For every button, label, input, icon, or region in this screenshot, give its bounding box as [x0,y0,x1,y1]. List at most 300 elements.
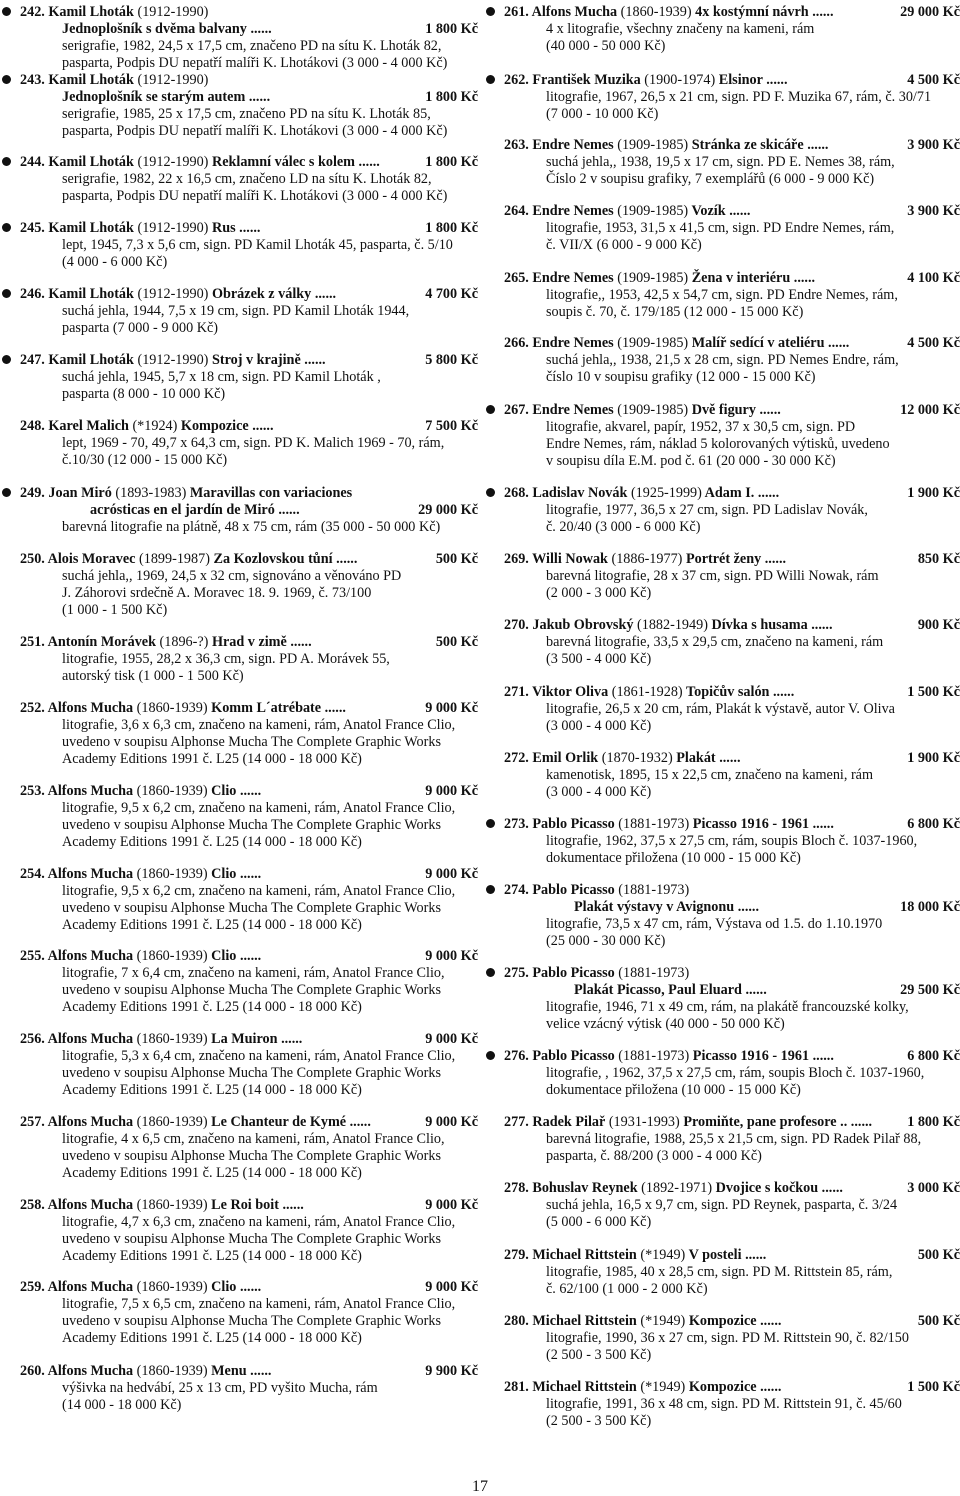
page-number: 17 [472,1478,488,1495]
entry-text [62,651,390,668]
entry-label: barevná litografie, 33,5 x 29,5 cm, značeno na kameni, rám [546,634,884,650]
entry-label: litografie, 4,7 x 6,3 cm, značeno na kameni, rám, Anatol France Clio, [62,1214,456,1230]
entry-text [546,1148,762,1165]
entry-label: lept, 1969 - 70, 49,7 x 64,3 cm, sign. PD K. Malich 1969 - 70, rám, [62,435,445,451]
price: 1 900 Kč [907,485,960,501]
entry-text [20,220,260,237]
entry-label: litografie, 1962, 37,5 x 27,5 cm, rám, soupis Bloch č. 1037-1960, [546,833,918,849]
entry-text [546,38,665,55]
leader-dots: ...... [808,4,834,20]
entry-label: litografie, , 1962, 37,5 x 27,5 cm, rám, soupis Bloch č. 1037-1960, [546,1065,925,1081]
entry-label: velice vzácný výtisk (40 000 - 50 000 Kč) [546,1016,785,1032]
entry-text [546,502,868,519]
entry-text [20,72,208,89]
price: 9 000 Kč [425,700,478,716]
entry-text [62,734,441,751]
bullet-dot-icon [2,355,11,364]
entry-text [546,453,836,470]
entry-text [62,1148,441,1165]
entry-text [504,402,781,419]
bullet-dot-icon [2,289,11,298]
price: 5 800 Kč [425,352,478,368]
artist-dates: (1886-1977) [611,551,683,567]
artist-dates: (1882-1949) [637,617,708,633]
entry-label: barevná litografie, 28 x 37 cm, sign. PD Willi Nowak, rám [546,568,879,584]
artwork-title: Clio [211,1279,237,1295]
entry-label: pasparta, č. 88/200 (3 000 - 4 000 Kč) [546,1148,762,1164]
entry-text [62,519,440,536]
bullet-dot-icon [2,157,11,166]
entry-text [504,816,834,833]
entry-label: litografie, 1990, 36 x 27 cm, sign. PD M. Rittstein 90, č. 82/150 [546,1330,909,1346]
entry-label: pasparta (8 000 - 10 000 Kč) [62,386,226,402]
leader-dots: ...... [803,137,829,153]
entry-label: uvedeno v soupisu Alphonse Mucha The Complete Graphic Works [62,1065,441,1081]
entry-text [504,137,828,154]
artist-dates: (1931-1993) [608,1114,680,1130]
leader-dots: ...... [236,783,262,799]
entry-text [62,1231,441,1248]
entry-text [62,106,431,123]
entry-text [546,369,816,386]
entry-text [504,1379,781,1396]
entry-label: autorský tisk (1 000 - 1 500 Kč) [62,668,244,684]
entry-text [546,933,665,950]
entry-text [62,1313,441,1330]
entry-label: (3 500 - 4 000 Kč) [546,651,652,667]
entry-text [62,452,227,469]
entry-text [62,171,432,188]
entry-label: 248. Karel Malich [20,418,129,434]
entry-text [62,386,225,403]
entry-label: litografie, 9,5 x 6,2 cm, značeno na kameni, rám, Anatol France Clio, [62,800,456,816]
entry-text [504,750,740,767]
entry-text [20,352,326,369]
artwork-title: Dívka s husama [711,617,808,633]
entry-text [62,982,441,999]
price: 500 Kč [917,1247,960,1263]
leader-dots: ...... [246,21,272,37]
entry-label: 271. Viktor Oliva [504,684,609,700]
entry-text [504,882,689,899]
entry-text [20,948,261,965]
artist-dates: (1881-1973) [618,965,690,981]
artist-dates: (1912-1990) [137,4,209,20]
entry-label: dokumentace přiložena (10 000 - 15 000 Kč) [546,850,801,866]
entry-text [546,1197,897,1214]
price: 500 Kč [435,551,478,567]
entry-text [546,999,909,1016]
entry-label: 275. Pablo Picasso [504,965,615,981]
leader-dots: ...... [236,948,262,964]
entry-label: litografie, 1991, 36 x 48 cm, sign. PD M. Rittstein 91, č. 45/60 [546,1396,902,1412]
artist-dates: (1912-1990) [137,220,209,236]
artist-dates: (1909-1985) [617,402,689,418]
artist-dates: (1881-1973) [618,882,690,898]
entry-label: litografie, 1946, 71 x 49 cm, rám, na plakátě francouzské kolky, [546,999,909,1015]
entry-text [62,585,371,602]
entry-text [20,4,208,21]
entry-text [504,551,786,568]
entry-text [504,485,779,502]
entry-label: Plakát Picasso, Paul Eluard [574,982,742,998]
entry-text [546,519,700,536]
entry-text [62,1165,362,1182]
entry-label: suchá jehla, 1945, 5,7 x 18 cm, sign. PD Kamil Lhoták , [62,369,381,385]
artist-dates: (1881-1973) [618,816,690,832]
entry-text [62,254,167,271]
entry-text [546,767,873,784]
artwork-title: Kompozice [688,1379,757,1395]
entry-label: suchá jehla,, 1969, 24,5 x 32 cm, signováno a věnováno PD [62,568,402,584]
entry-text [62,1131,445,1148]
entry-text [546,1347,651,1364]
entry-text [546,287,898,304]
leader-dots: ...... [332,551,358,567]
price: 4 100 Kč [907,270,960,286]
entry-label: litografie, akvarel, papír, 1952, 37 x 30,5 cm, sign. PD [546,419,856,435]
price: 9 900 Kč [425,1363,478,1379]
entry-text [62,917,362,934]
entry-text [546,850,801,867]
artist-dates: (1896-?) [159,634,209,650]
entry-label: Číslo 2 v soupisu grafiky, 7 exemplářů (6 000 - 9 000 Kč) [546,171,875,187]
artist-dates: (1860-1939) [136,1114,208,1130]
price: 1 500 Kč [907,684,960,700]
entry-label: 273. Pablo Picasso [504,816,615,832]
entry-text [62,568,401,585]
leader-dots: ...... [235,220,261,236]
bullet-dot-icon [486,75,495,84]
leader-dots: ...... [818,1180,843,1196]
entry-text [62,999,362,1016]
artist-dates: (1870-1932) [601,750,673,766]
artwork-title: Dvě figury [691,402,756,418]
price: 6 800 Kč [907,1048,960,1064]
entry-label: 278. Bohuslav Reynek [504,1180,638,1196]
bullet-dot-icon [486,7,495,16]
artwork-title: 4x kostýmní návrh [695,4,809,20]
entry-label: pasparta, Podpis DU nepatří malíři K. Lhotákovi (3 000 - 4 000 Kč) [62,55,448,71]
entry-label: uvedeno v soupisu Alphonse Mucha The Complete Graphic Works [62,1231,441,1247]
entry-text [62,21,272,38]
entry-text [546,1264,892,1281]
entry-label: Academy Editions 1991 č. L25 (14 000 - 18 000 Kč) [62,1330,362,1346]
price: 3 900 Kč [907,203,960,219]
entry-label: 255. Alfons Mucha [20,948,134,964]
entry-text [546,1281,708,1298]
price: 29 000 Kč [900,4,960,20]
entry-label: (7 000 - 10 000 Kč) [546,106,659,122]
price: 12 000 Kč [900,402,960,418]
entry-label: soupis č. 70, č. 179/185 (12 000 - 15 000 Kč) [546,304,804,320]
artist-dates: (1860-1939) [136,948,208,964]
entry-text [62,1380,378,1397]
price: 900 Kč [917,617,960,633]
entry-text [62,303,409,320]
price: 9 000 Kč [425,866,478,882]
entry-label: Academy Editions 1991 č. L25 (14 000 - 18 000 Kč) [62,917,362,933]
entry-label: litografie, 1985, 40 x 28,5 cm, sign. PD M. Rittstein 85, rám, [546,1264,893,1280]
bullet-dot-icon [2,223,11,232]
entry-text [546,352,899,369]
artwork-title: V posteli [688,1247,742,1263]
price: 3 900 Kč [907,137,960,153]
leader-dots: ...... [725,203,751,219]
leader-dots: ...... [756,1379,782,1395]
entry-label: (4 000 - 6 000 Kč) [62,254,168,270]
entry-text [546,106,658,123]
artwork-title: Reklamní válec s kolem [211,154,355,170]
entry-label: litografie, 1955, 28,2 x 36,3 cm, sign. PD A. Morávek 55, [62,651,390,667]
artwork-title: Menu [211,1363,247,1379]
entry-label: pasparta, Podpis DU nepatří malíři K. Lhotákovi (3 000 - 4 000 Kč) [62,188,448,204]
entry-text [62,834,362,851]
artist-dates: (1860-1939) [136,700,208,716]
entry-label: (5 000 - 6 000 Kč) [546,1214,652,1230]
artist-dates: (1912-1990) [137,352,209,368]
price: 1 800 Kč [425,21,478,37]
entry-label: v soupisu díla E.M. pod č. 61 (20 000 - 30 000 Kč) [546,453,836,469]
artwork-title: Žena v interiéru [691,270,791,286]
entry-label: barevná litografie, 1988, 25,5 x 21,5 cm, sign. PD Radek Pilař 88, [546,1131,922,1147]
price: 18 000 Kč [900,899,960,915]
entry-text [546,651,651,668]
entry-text [546,419,855,436]
entry-text [504,617,833,634]
leader-dots: ...... [246,1363,272,1379]
entry-label: suchá jehla, 16,5 x 9,7 cm, sign. PD Reynek, pasparta, č. 3/24 [546,1197,898,1213]
entry-label: litografie, 1967, 26,5 x 21 cm, sign. PD F. Muzika 67, rám, č. 30/71 [546,89,932,105]
price: 7 500 Kč [425,418,478,434]
price: 1 800 Kč [907,1114,960,1130]
entry-text [546,1065,924,1082]
entry-text [546,833,917,850]
entry-text [62,55,447,72]
entry-text [504,1180,843,1197]
artwork-title: Malíř sedící v ateliéru [691,335,825,351]
entry-label: serigrafie, 1985, 25 x 17,5 cm, značeno PD na sítu K. Lhoták 85, [62,106,431,122]
entry-text [20,866,261,883]
entry-text [546,701,895,718]
price: 3 000 Kč [907,1180,960,1196]
entry-text [20,418,274,435]
price: 1 800 Kč [425,154,478,170]
artist-dates: (1893-1983) [115,485,187,501]
entry-label: litografie, 9,5 x 6,2 cm, značeno na kameni, rám, Anatol France Clio, [62,883,456,899]
entry-label: (2 500 - 3 500 Kč) [546,1347,652,1363]
entry-text [62,800,455,817]
entry-text [20,154,380,171]
leader-dots: ...... [809,1048,834,1064]
entry-label: 263. Endre Nemes [504,137,614,153]
entry-label: 272. Emil Orlik [504,750,599,766]
entry-text [62,717,455,734]
leader-dots: ...... [847,1114,873,1130]
entry-label: uvedeno v soupisu Alphonse Mucha The Complete Graphic Works [62,1313,441,1329]
entry-label: serigrafie, 1982, 22 x 16,5 cm, značeno LD na sítu K. Lhoták 82, [62,171,432,187]
entry-label: serigrafie, 1982, 24,5 x 17,5 cm, značeno PD na sítu K. Lhoták 82, [62,38,442,54]
entry-text [546,568,879,585]
leader-dots: ...... [321,700,346,716]
entry-label: č. 20/40 (3 000 - 6 000 Kč) [546,519,701,535]
entry-text [546,718,651,735]
artist-dates: (1860-1939) [136,1031,208,1047]
entry-label: litografie, 73,5 x 47 cm, rám, Výstava od 1.5. do 1.10.1970 [546,916,883,932]
entry-label: 268. Ladislav Novák [504,485,628,501]
entry-text [62,1082,362,1099]
artist-dates: (1892-1971) [641,1180,713,1196]
artist-dates: (1860-1939) [136,1363,208,1379]
artist-dates: (1881-1973) [618,1048,690,1064]
entry-text [504,72,788,89]
leader-dots: ...... [807,617,833,633]
leader-dots: ...... [761,551,787,567]
artist-dates: (1912-1990) [137,286,209,302]
price: 9 000 Kč [425,1114,478,1130]
entry-label: Jednoplošník se starým autem [62,89,246,105]
price: 29 500 Kč [900,982,960,998]
entry-label: barevná litografie na plátně, 48 x 75 cm, rám (35 000 - 50 000 Kč) [62,519,441,535]
artist-dates: (1909-1985) [617,203,689,219]
artwork-title: Stránka ze skicáře [691,137,804,153]
entry-label: acrósticas en el jardín de Miró [90,502,275,518]
entry-label: 266. Endre Nemes [504,335,614,351]
entry-label: č. 62/100 (1 000 - 2 000 Kč) [546,1281,708,1297]
entry-text [504,4,834,21]
leader-dots: ...... [769,684,795,700]
entry-label: 257. Alfons Mucha [20,1114,134,1130]
entry-text [546,1016,785,1033]
price: 9 000 Kč [425,1031,478,1047]
entry-text [62,237,453,254]
entry-label: 254. Alfons Mucha [20,866,134,882]
entry-text [62,602,167,619]
leader-dots: ...... [756,1313,782,1329]
bullet-dot-icon [486,968,495,977]
entry-label: uvedeno v soupisu Alphonse Mucha The Complete Graphic Works [62,982,441,998]
entry-label: Academy Editions 1991 č. L25 (14 000 - 18 000 Kč) [62,999,362,1015]
entry-label: 264. Endre Nemes [504,203,614,219]
entry-label: lept, 1945, 7,3 x 5,6 cm, sign. PD Kamil Lhoták 45, pasparta, č. 5/10 [62,237,453,253]
entry-text [20,1279,261,1296]
price: 1 500 Kč [907,1379,960,1395]
artwork-title: Le Roi boit [211,1197,279,1213]
entry-label: pasparta, Podpis DU nepatří malíři K. Lhotákovi (3 000 - 4 000 Kč) [62,123,448,139]
price: 29 000 Kč [418,502,478,518]
entry-label: pasparta (7 000 - 9 000 Kč) [62,320,219,336]
leader-dots: ...... [274,502,300,518]
entry-label: litografie, 1977, 36,5 x 27 cm, sign. PD Ladislav Novák, [546,502,868,518]
artist-dates: (1909-1985) [617,137,689,153]
entry-label: dokumentace přiložena (10 000 - 15 000 Kč) [546,1082,801,1098]
entry-text [62,668,244,685]
entry-label: Academy Editions 1991 č. L25 (14 000 - 18 000 Kč) [62,1248,362,1264]
entry-label: 261. Alfons Mucha [504,4,618,20]
entry-label: litografie, 26,5 x 20 cm, rám, Plakát k výstavě, autor V. Oliva [546,701,895,717]
entry-label: 4 x litografie, všechny značeny na kameni, rám [546,21,815,37]
entry-text [90,502,300,519]
entry-text [20,1114,371,1131]
entry-label: Academy Editions 1991 č. L25 (14 000 - 18 000 Kč) [62,1082,362,1098]
entry-text [62,320,218,337]
artist-dates: (1860-1939) [136,1197,208,1213]
entry-label: výšivka na hedvábí, 25 x 13 cm, PD vyšito Mucha, rám [62,1380,378,1396]
entry-text [546,1131,921,1148]
entry-label: suchá jehla,, 1938, 21,5 x 28 cm, sign. PD Nemes Endre, rám, [546,352,899,368]
entry-label: Jednoplošník s dvěma balvany [62,21,247,37]
entry-text [546,304,803,321]
entry-label: 274. Pablo Picasso [504,882,615,898]
entry-text [574,982,767,999]
leader-dots: ...... [245,89,271,105]
entry-text [62,1214,455,1231]
artwork-title: Za Kozlovskou tůní [213,551,333,567]
artist-dates: (1925-1999) [630,485,702,501]
artwork-title: Obrázek z války [211,286,312,302]
bullet-dot-icon [486,405,495,414]
artwork-title: Clio [211,783,237,799]
entry-text [20,700,346,717]
price: 1 800 Kč [425,89,478,105]
artist-dates: (*1949) [640,1247,686,1263]
bullet-dot-icon [486,488,495,497]
entry-text [546,1330,909,1347]
artwork-title: Plakát [676,750,716,766]
artwork-title: Topičův salón [685,684,770,700]
artwork-title: Clio [211,866,237,882]
bullet-dot-icon [486,819,495,828]
leader-dots: ...... [236,1279,262,1295]
leader-dots: ...... [236,866,262,882]
artwork-title: La Muiron [211,1031,278,1047]
entry-label: 259. Alfons Mucha [20,1279,134,1295]
entry-label: litografie, 7 x 6,4 cm, značeno na kameni, rám, Anatol France Clio, [62,965,445,981]
artwork-title: Rus [211,220,236,236]
entry-label: č.10/30 (12 000 - 15 000 Kč) [62,452,228,468]
artwork-title: Vozík [691,203,726,219]
entry-label: J. Záhorovi srdečně A. Moravec 18. 9. 1969, č. 73/100 [62,585,372,601]
entry-text [504,203,750,220]
entry-text [504,1247,766,1264]
entry-label: 265. Endre Nemes [504,270,614,286]
artwork-title: Picasso 1916 - 1961 [692,816,810,832]
entry-label: 245. Kamil Lhoták [20,220,134,236]
entry-label: 253. Alfons Mucha [20,783,134,799]
entry-text [546,916,882,933]
entry-label: suchá jehla, 1944, 7,5 x 19 cm, sign. PD Kamil Lhoták 1944, [62,303,410,319]
artwork-title: Hrad v zimě [211,634,287,650]
entry-label: uvedeno v soupisu Alphonse Mucha The Complete Graphic Works [62,900,441,916]
entry-label: (14 000 - 18 000 Kč) [62,1397,182,1413]
artwork-title: Picasso 1916 - 1961 [692,1048,810,1064]
artist-dates: (*1924) [132,418,178,434]
bullet-dot-icon [2,75,11,84]
entry-label: litografie, 1953, 31,5 x 41,5 cm, sign. PD Endre Nemes, rám, [546,220,895,236]
entry-text [62,817,441,834]
entry-label: Academy Editions 1991 č. L25 (14 000 - 18 000 Kč) [62,834,362,850]
leader-dots: ...... [741,982,767,998]
entry-label: 277. Radek Pilař [504,1114,606,1130]
entry-text [62,1248,362,1265]
entry-text [62,900,441,917]
artist-dates: (*1949) [640,1313,686,1329]
leader-dots: ...... [311,286,337,302]
entry-label: (2 500 - 3 500 Kč) [546,1413,652,1429]
entry-text [20,551,357,568]
entry-text [546,1413,651,1430]
entry-text [20,1031,302,1048]
